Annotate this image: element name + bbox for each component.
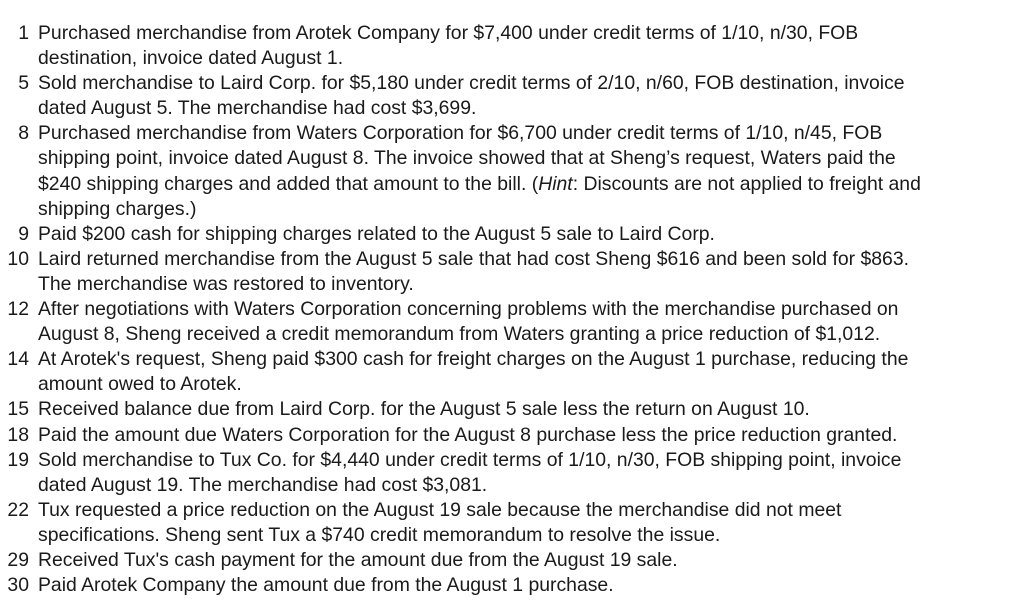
day-number: 15 xyxy=(7,398,29,421)
entry-text-line: dated August 19. The merchandise had cost $3,081. xyxy=(38,473,488,496)
entry-text-line: specifications. Sheng sent Tux a $740 credit memorandum to resolve the issue. xyxy=(38,523,721,546)
day-number: 9 xyxy=(18,222,29,245)
day-number: 22 xyxy=(7,498,29,521)
day-number: 14 xyxy=(7,348,29,371)
entry-text-line xyxy=(38,172,1024,197)
transaction-entry xyxy=(4,548,1024,573)
transaction-entry xyxy=(4,423,1024,448)
transaction-entry xyxy=(4,121,1024,221)
entry-text-line: Sold merchandise to Laird Corp. for $5,180 under credit terms of 2/10, n/60, FOB destination, invoice xyxy=(38,72,905,95)
hint-line-after: : Discounts are not applied to freight and xyxy=(572,172,921,195)
day-number: 19 xyxy=(7,448,29,471)
entry-text-line: destination, invoice dated August 1. xyxy=(38,47,344,70)
entry-text-line: Paid Arotek Company the amount due from the August 1 purchase. xyxy=(38,574,614,597)
hint-word: Hint xyxy=(538,172,573,195)
transaction-entry xyxy=(4,448,1024,498)
hint-line-before: $240 shipping charges and added that amount to the bill. ( xyxy=(38,172,539,195)
entry-text-line: Paid $200 cash for shipping charges related to the August 5 sale to Laird Corp. xyxy=(38,222,715,245)
entry-text-line: amount owed to Arotek. xyxy=(38,373,242,396)
day-number: 12 xyxy=(7,298,29,321)
entry-text-line: Received balance due from Laird Corp. for the August 5 sale less the return on August 10. xyxy=(38,398,810,421)
day-number: 18 xyxy=(7,423,29,446)
entry-text-line: Sold merchandise to Tux Co. for $4,440 under credit terms of 1/10, n/30, FOB shipping point, invoice xyxy=(38,448,902,471)
transaction-entry xyxy=(4,247,1024,297)
transaction-entry xyxy=(4,222,1024,247)
day-number: 5 xyxy=(18,72,29,95)
entry-text-line: Received Tux's cash payment for the amount due from the August 19 sale. xyxy=(38,548,678,571)
entry-text-line: At Arotek's request, Sheng paid $300 cash for freight charges on the August 1 purchase, reducing the xyxy=(38,348,909,371)
day-number: 30 xyxy=(7,574,29,597)
transaction-entry xyxy=(4,573,1024,598)
transaction-entry xyxy=(4,71,1024,121)
transaction-entry xyxy=(4,21,1024,71)
day-number: 10 xyxy=(7,247,29,270)
transaction-entry xyxy=(4,347,1024,397)
entry-text-line: dated August 5. The merchandise had cost $3,699. xyxy=(38,97,477,120)
entry-text-line: shipping point, invoice dated August 8. The invoice showed that at Sheng’s request, Waters paid the xyxy=(38,147,896,170)
transaction-list xyxy=(4,21,1024,598)
entry-text-line: After negotiations with Waters Corporation concerning problems with the merchandise purchased on xyxy=(38,298,899,321)
entry-text-line: Purchased merchandise from Waters Corporation for $6,700 under credit terms of 1/10, n/45, FOB xyxy=(38,122,883,145)
entry-text-line: Purchased merchandise from Arotek Company for $7,400 under credit terms of 1/10, n/30, FOB xyxy=(38,22,859,44)
entry-text-line: Laird returned merchandise from the August 5 sale that had cost Sheng $616 and been sold for $863. xyxy=(38,247,910,270)
entry-text-line: The merchandise was restored to inventory. xyxy=(38,272,414,295)
day-number: 29 xyxy=(7,548,29,571)
transaction-entry xyxy=(4,297,1024,347)
entry-text-line: Tux requested a price reduction on the August 19 sale because the merchandise did not meet xyxy=(38,498,842,521)
entry-text-line: Paid the amount due Waters Corporation for the August 8 purchase less the price reduction granted. xyxy=(38,423,898,446)
transaction-entry xyxy=(4,397,1024,422)
day-number: 1 xyxy=(18,22,29,44)
transaction-entry xyxy=(4,498,1024,548)
entry-text-line: August 8, Sheng received a credit memorandum from Waters granting a price reduction of $1,012. xyxy=(38,323,881,346)
entry-text-line: shipping charges.) xyxy=(38,197,197,220)
day-number: 8 xyxy=(18,122,29,145)
